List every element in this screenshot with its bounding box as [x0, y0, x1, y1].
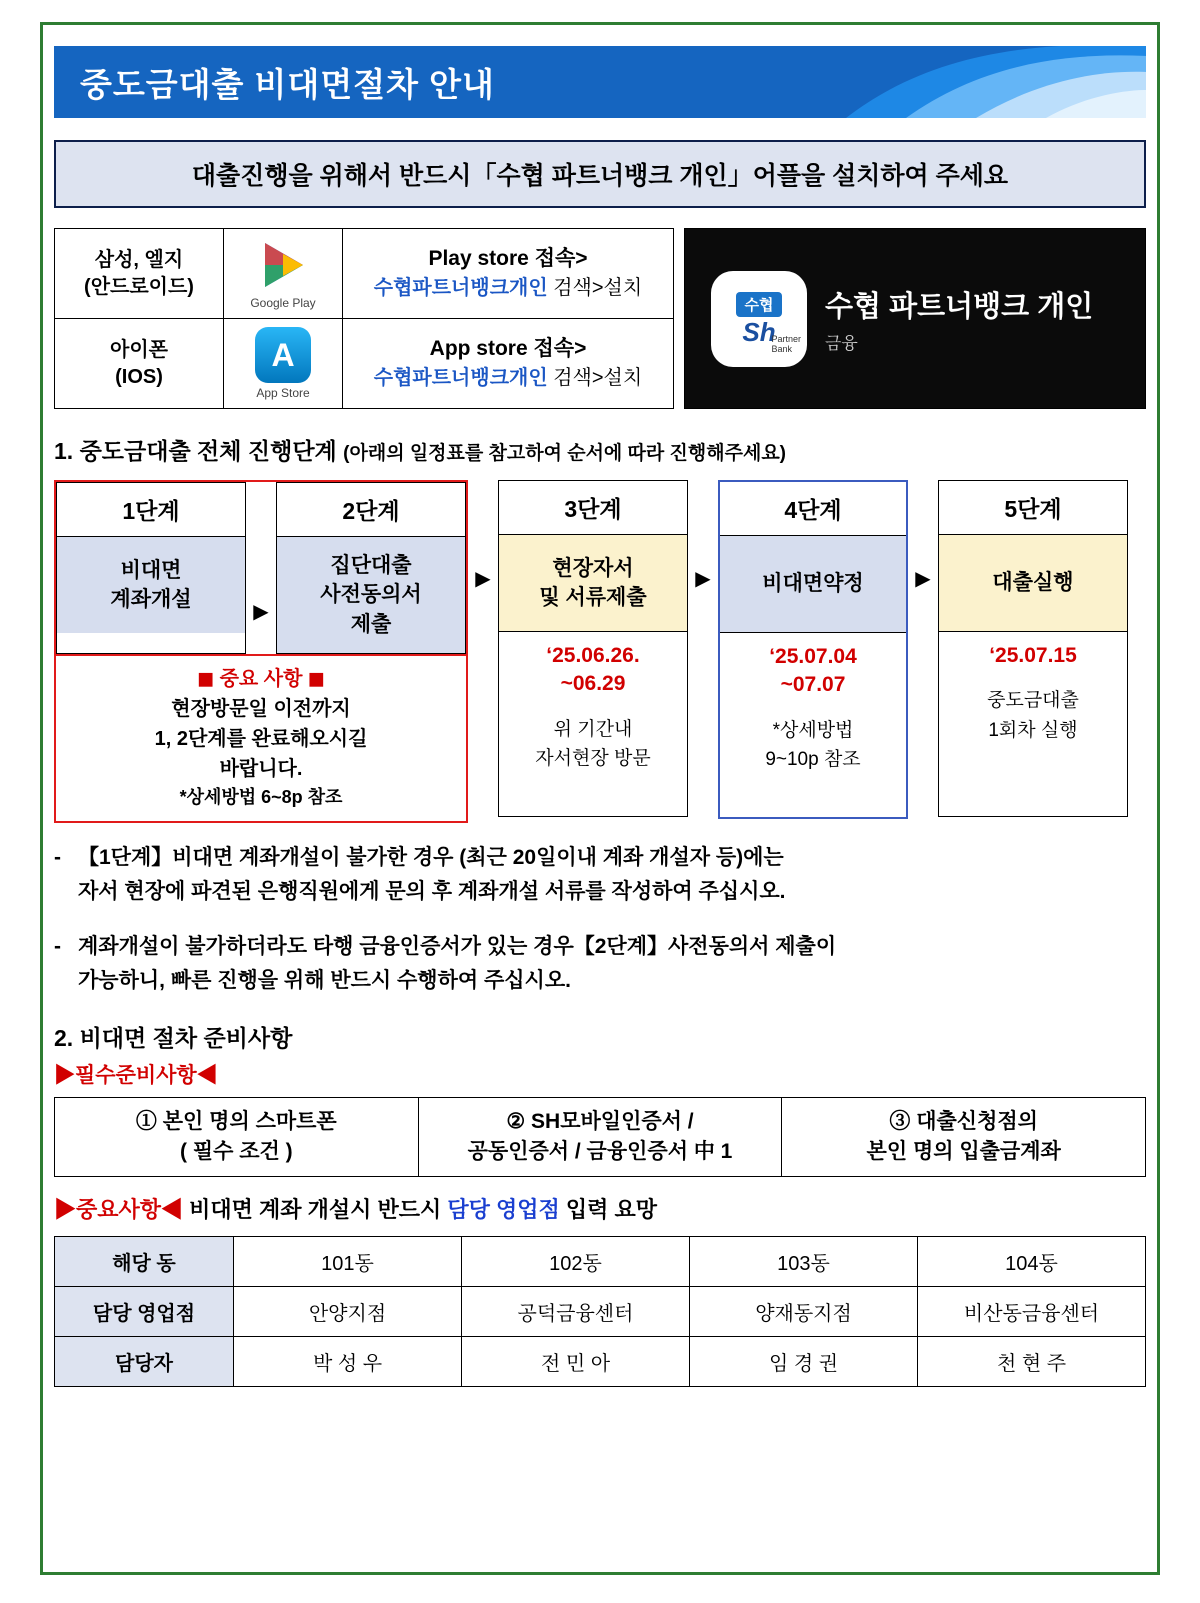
search-keyword: 수협파트너뱅크개인: [373, 367, 548, 390]
step-1: [56, 482, 246, 654]
store-icon-cell-android: [224, 229, 343, 319]
section1-bullets: [54, 841, 1146, 997]
requirement-2: ② SH모바일인증서 / 공동인증서 / 금융인증서 中 1: [418, 1097, 782, 1177]
bullet-dash: -: [54, 846, 61, 870]
branch-cell: 전 민 아: [462, 1337, 690, 1387]
branch-cell: 공덕금융센터: [462, 1287, 690, 1337]
important-branch-note: [54, 1193, 1146, 1224]
store-icon-cell-ios: [224, 319, 343, 409]
step-3-title: 3단계: [499, 481, 687, 535]
important-note-header: ◼ 중요 사항 ◼: [197, 668, 325, 691]
step-1-title: 1단계: [57, 483, 245, 537]
store-step-line2: [347, 274, 669, 303]
step-3-date: ‘25.06.26. ~06.29: [546, 644, 640, 696]
os-cell-android: [55, 229, 224, 319]
important-label: ▶중요사항◀: [54, 1197, 184, 1223]
google-play-icon: [255, 237, 311, 293]
os-name: 아이폰: [110, 338, 168, 361]
step-5-note: 중도금대출 1회차 실행: [987, 690, 1079, 741]
app-icon-tag: 수협: [736, 292, 783, 317]
step-5-title: 5단계: [939, 481, 1127, 535]
app-store-icon: A: [255, 327, 311, 383]
bullet-2: [54, 930, 1146, 997]
app-icon-partner-bank: [771, 335, 801, 355]
branch-cell: 102동: [462, 1237, 690, 1287]
branch-cell: 101동: [234, 1237, 462, 1287]
branch-cell: 박 성 우: [234, 1337, 462, 1387]
install-section: [54, 228, 1146, 409]
search-keyword: 수협파트너뱅크개인: [373, 277, 548, 300]
bullet-1-text: 【1단계】비대면 계좌개설이 불가한 경우 (최근 20일이내 계좌 개설자 등)에는 자서 현장에 파견된 은행직원에게 문의 후 계좌개설 서류를 작성하여 주십시오.: [78, 846, 786, 903]
step-5-body: 대출실행: [939, 535, 1127, 631]
important-note-box: [56, 656, 466, 821]
step-5: [938, 480, 1128, 817]
store-steps-android: [343, 229, 674, 319]
branch-row-header-branch: 담당 영업점: [55, 1287, 234, 1337]
branch-cell: 비산동금융센터: [918, 1287, 1146, 1337]
step-4-body: 비대면약정: [720, 536, 906, 632]
table-row: [55, 1337, 1146, 1387]
step-5-date: ‘25.07.15: [989, 644, 1077, 667]
step-4-note: *상세방법 9~10p 참조: [765, 719, 861, 771]
arrow-3-to-4: ▶: [695, 568, 711, 590]
decorative-swoosh: [726, 46, 1146, 118]
branch-cell: 천 현 주: [918, 1337, 1146, 1387]
table-row: [55, 229, 674, 319]
step-4-date: ‘25.07.04 ~07.07: [769, 645, 857, 697]
app-banner-text: [825, 284, 1093, 354]
page-content: [30, 46, 1170, 1387]
table-row: [55, 1237, 1146, 1287]
bullet-dash: -: [54, 935, 61, 959]
store-steps-ios: [343, 319, 674, 409]
important-note-line3: 바랍니다.: [219, 758, 303, 781]
branch-cell: 안양지점: [234, 1287, 462, 1337]
branch-row-header-dong: 해당 동: [55, 1237, 234, 1287]
bullet-2-text: 계좌개설이 불가하더라도 타행 금융인증서가 있는 경우【2단계】사전동의서 제출이 가능하니, 빠른 진행을 위해 반드시 수행하여 주십시오.: [78, 935, 837, 992]
section1-heading: [54, 433, 1146, 466]
important-note-line4: *상세방법 6~8p 참조: [179, 787, 343, 808]
requirements-table: [54, 1097, 1146, 1178]
steps-1-2-group: [54, 480, 468, 823]
install-notice: 대출진행을 위해서 반드시「수협 파트너뱅크 개인」어플을 설치하여 주세요: [54, 140, 1146, 208]
step-2-title: 2단계: [277, 483, 465, 537]
important-note-line1: 현장방문일 이전까지: [171, 698, 351, 721]
table-row: [55, 1287, 1146, 1337]
requirement-3: ③ 대출신청점의 본인 명의 입출금계좌: [782, 1097, 1146, 1177]
os-name: 삼성, 엘지: [94, 248, 184, 271]
app-icon: [711, 271, 807, 367]
table-row: [55, 319, 674, 409]
steps-1-2-note-wrap: [54, 656, 468, 823]
section1-subtitle: (아래의 일정표를 참고하여 순서에 따라 진행해주세요): [343, 443, 786, 464]
step-3: [498, 480, 688, 817]
step-4-footer: [720, 632, 906, 817]
app-icon-partner: Partner: [771, 333, 801, 344]
store-step-line1: Play store 접속>: [428, 246, 588, 270]
step-4-title: 4단계: [720, 482, 906, 536]
os-sub: (안드로이드): [84, 275, 194, 298]
requirement-1: ① 본인 명의 스마트폰 ( 필수 조건 ): [55, 1097, 419, 1177]
important-text-2: 입력 요망: [559, 1197, 657, 1223]
step-4: [718, 480, 908, 819]
app-name: 수협 파트너뱅크 개인: [825, 290, 1094, 323]
os-cell-ios: [55, 319, 224, 409]
store-step-line1: App store 접속>: [429, 336, 587, 360]
install-table: [54, 228, 674, 409]
app-icon-bank: Bank: [771, 343, 792, 354]
bullet-1: [54, 841, 1146, 908]
step-3-note: 위 기간내 자서현장 방문: [535, 718, 651, 770]
branch-cell: 임 경 권: [690, 1337, 918, 1387]
branch-cell: 양재동지점: [690, 1287, 918, 1337]
process-steps: [54, 480, 1146, 823]
arrow-4-to-5: ▶: [915, 568, 931, 590]
step-5-footer: [939, 631, 1127, 816]
arrow-2-to-3: ▶: [475, 568, 491, 590]
search-suffix: 검색>설치: [547, 367, 643, 390]
branch-table: [54, 1236, 1146, 1387]
app-store-label: App Store: [256, 386, 310, 400]
branch-row-header-manager: 담당자: [55, 1337, 234, 1387]
required-label: ▶필수준비사항◀: [54, 1063, 218, 1087]
app-banner: [684, 228, 1146, 409]
page-title-bar: [54, 46, 1146, 118]
step-2: [276, 482, 466, 654]
step-3-body: 현장자서 및 서류제출: [499, 535, 687, 631]
app-icon-sh: Sh: [742, 317, 776, 347]
step-2-body: 집단대출 사전동의서 제출: [277, 537, 465, 653]
step-3-footer: [499, 631, 687, 816]
important-text-1: 비대면 계좌 개설시 반드시: [183, 1197, 448, 1223]
steps-1-2-redbox: [54, 480, 468, 656]
section2-heading: 2. 비대면 절차 준비사항: [54, 1024, 293, 1051]
google-play-label: Google Play: [250, 296, 316, 310]
page-title: 중도금대출 비대면절차 안내: [80, 65, 495, 103]
step-1-body: 비대면 계좌개설: [57, 537, 245, 633]
store-step-line2: [347, 364, 669, 393]
arrow-1-to-2: ▶: [253, 600, 269, 623]
important-note-line2: 1, 2단계를 완료해오시길: [154, 728, 368, 751]
os-sub: (IOS): [115, 365, 163, 388]
branch-cell: 103동: [690, 1237, 918, 1287]
important-highlight: 담당 영업점: [447, 1197, 560, 1223]
table-row: [55, 1097, 1146, 1177]
branch-cell: 104동: [918, 1237, 1146, 1287]
section1-title: 1. 중도금대출 전체 진행단계: [54, 438, 337, 464]
app-category: 금융: [825, 333, 858, 353]
search-suffix: 검색>설치: [547, 277, 643, 300]
